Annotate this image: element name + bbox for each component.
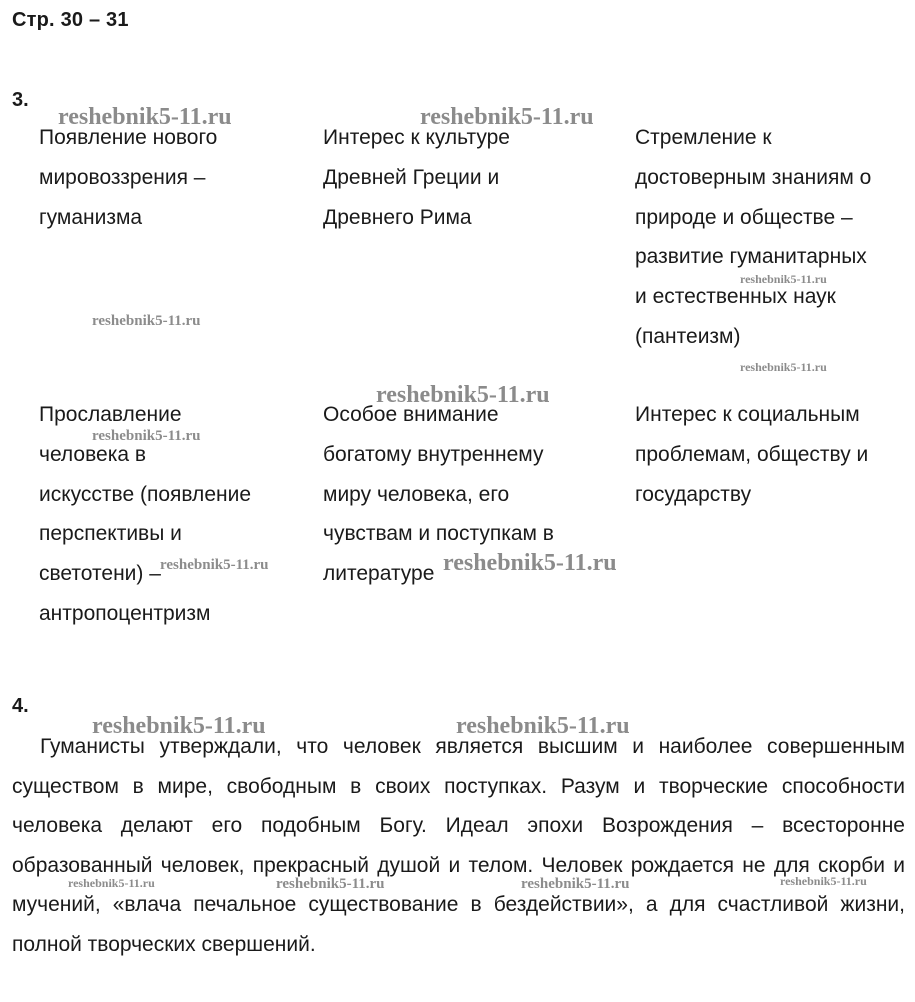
watermark: reshebnik5-11.ru [376,382,550,408]
watermark: reshebnik5-11.ru [456,713,630,739]
watermark: reshebnik5-11.ru [160,557,269,573]
watermark: reshebnik5-11.ru [92,428,201,444]
watermark: reshebnik5-11.ru [740,360,827,374]
watermark: reshebnik5-11.ru [58,104,232,130]
watermark: reshebnik5-11.ru [92,313,201,329]
watermark: reshebnik5-11.ru [276,876,385,892]
watermark: reshebnik5-11.ru [740,272,827,286]
task-4-number: 4. [12,695,29,717]
watermark: reshebnik5-11.ru [420,104,594,130]
table-cell: Стремление к достоверным знаниям о природе и обществе – развитие гуманитарных и естественных наук (пантеизм) [635,126,872,348]
watermark: reshebnik5-11.ru [521,876,630,892]
watermark: reshebnik5-11.ru [68,876,155,890]
watermark: reshebnik5-11.ru [92,713,266,739]
table-cell: Появление нового мировоззрения – гуманизма [39,126,218,229]
task-3-number: 3. [12,89,29,111]
watermark: reshebnik5-11.ru [780,874,867,888]
table-cell: Особое внимание богатому внутреннему миру человека, его чувствам и поступкам в литературе [323,403,554,586]
watermark: reshebnik5-11.ru [443,550,617,576]
table-cell: Интерес к культуре Древней Греции и Древнего Рима [323,126,510,229]
table-cell: Прославление человека в искусстве (появление перспективы и светотени) – антропоцентризм [39,403,251,625]
task-4-paragraph: Гуманисты утверждали, что человек является высшим и наиболее совершенным существом в мире, свободным в своих поступках. Разум и творческие способности человека делают его подобным Богу. Идеал эпохи Возрождения – всесторонне образованный человек, прекрасный душой и телом. Человек рождается не для скорби и мучений, «влача печальное существование в бездействии», а для счастливой жизни, полной творческих свершений. [12,735,905,956]
table-cell: Интерес к социальным проблемам, обществу и государству [635,403,869,506]
page-heading: Стр. 30 – 31 [12,9,129,31]
